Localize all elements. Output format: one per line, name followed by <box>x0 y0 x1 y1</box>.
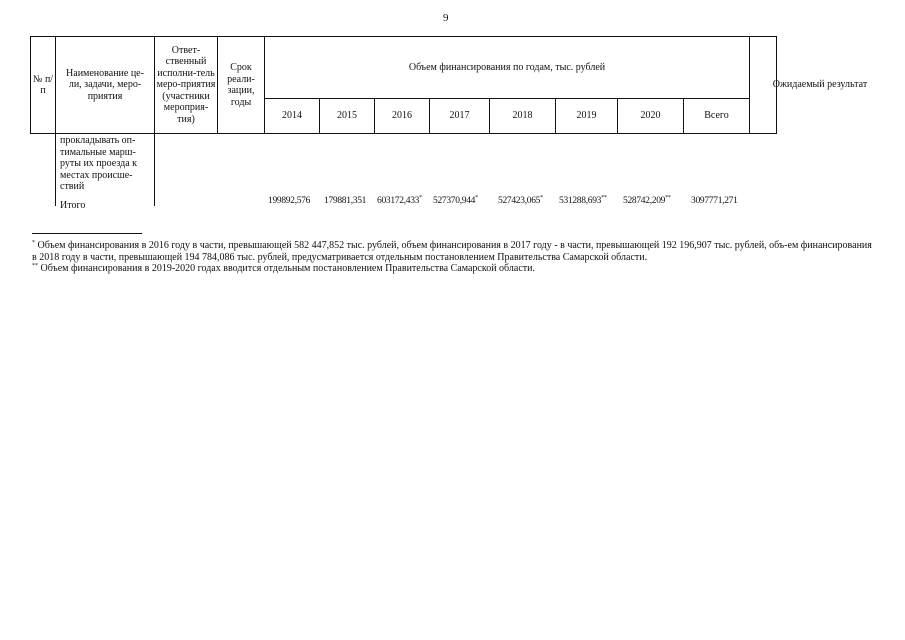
footnote-1: * Объем финансирования в 2016 году в части, превышающей 582 447,852 тыс. рублей, объем финансирования в 2017 году - в части, превышающей 192 196,907 тыс. рублей, объ-ем финансирования в 2018 году в части, превышающей 194 784,086 тыс. рублей, предусматривается отдельным постановлением Правительства Самарской области. <box>32 240 872 263</box>
continuation-line: прокладывать оп- <box>60 135 136 146</box>
header-year-2015: 2015 <box>337 110 357 122</box>
header-year-2016: 2016 <box>392 110 412 122</box>
total-value-2016: 603172,433* <box>377 195 422 206</box>
total-value-2020: 528742,209** <box>623 195 671 206</box>
total-value-2015: 179881,351 <box>324 196 367 206</box>
continuation-line: тимальные марш- <box>60 146 136 158</box>
header-total: Всего <box>704 110 729 122</box>
header-year-2019: 2019 <box>576 110 597 122</box>
continuation-text <box>60 135 152 193</box>
header-year-2017: 2017 <box>449 110 470 122</box>
header-executor: Ответ-ственный исполни-тель меро-приятия (участники мероприя-тия) <box>156 44 216 125</box>
header-term: Срок реали-зации, годы <box>227 62 255 108</box>
continuation-line: руты их проезда к <box>60 158 137 169</box>
continuation-line: ствий <box>60 181 85 192</box>
total-value-2019: 531288,693** <box>559 195 607 206</box>
total-value-2014: 199892,576 <box>268 196 311 206</box>
header-num: № п/п <box>32 73 54 96</box>
footnote-2: ** Объем финансирования в 2019-2020 годах вводится отдельным постановлением Правительства Самарской области. <box>32 263 535 274</box>
total-value-all: 3097771,271 <box>691 196 738 206</box>
footnote-separator <box>32 233 142 234</box>
page-number: 9 <box>443 12 449 24</box>
header-result: Ожидаемый результат <box>772 79 868 91</box>
total-value-2017: 527370,944* <box>433 195 478 206</box>
header-funding: Объем финансирования по годам, тыс. рублей <box>408 61 606 73</box>
header-name: Наименование це-ли, задачи, меро-приятия <box>66 67 144 102</box>
header-year-2014: 2014 <box>282 110 302 122</box>
total-value-2018: 527423,065* <box>498 195 543 206</box>
header-year-2018: 2018 <box>512 110 533 122</box>
total-label: Итого <box>60 200 86 211</box>
header-year-2020: 2020 <box>640 110 661 122</box>
continuation-line: местах происше- <box>60 169 133 181</box>
footnotes <box>32 240 877 275</box>
